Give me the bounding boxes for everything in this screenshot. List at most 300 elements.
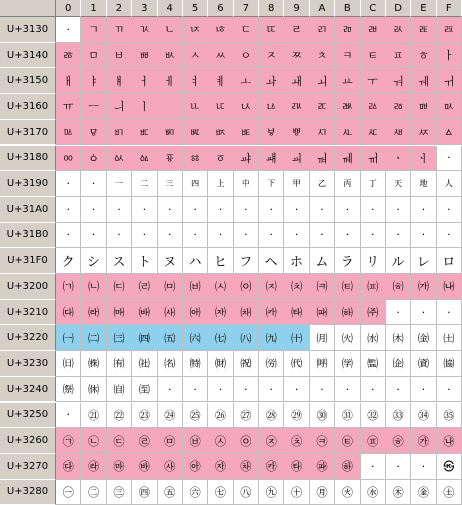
- glyph-cell: ·: [411, 197, 436, 223]
- glyph-cell: ·: [386, 454, 411, 480]
- glyph-cell: ㅁ: [81, 43, 106, 69]
- glyph-cell: ㈊: [310, 274, 335, 300]
- glyph-cell: ㉱: [81, 454, 106, 480]
- glyph-cell: ㉘: [259, 403, 284, 429]
- glyph-cell: ㉡: [81, 428, 106, 454]
- glyph-cell: ㅇ: [234, 43, 259, 69]
- glyph-cell: リ: [361, 248, 386, 274]
- glyph-cell: ㅑ: [81, 68, 106, 94]
- glyph-cell: ㉜: [361, 403, 386, 429]
- glyph-cell: ス: [107, 248, 132, 274]
- row-header: U+3140: [0, 43, 56, 69]
- glyph-cell: ㉲: [107, 454, 132, 480]
- glyph-cell: ㅷ: [234, 120, 259, 146]
- glyph-cell: レ: [411, 248, 436, 274]
- glyph-cell: ㈄: [158, 274, 183, 300]
- glyph-cell: ㊄: [158, 480, 183, 505]
- glyph-cell: ㅀ: [56, 43, 81, 69]
- glyph-cell: ㈛: [335, 300, 360, 326]
- row-header: U+3200: [0, 274, 56, 300]
- glyph-cell: ㄱ: [81, 17, 106, 43]
- row-header: U+3170: [0, 120, 56, 146]
- glyph-cell: ㉭: [386, 428, 411, 454]
- glyph-cell: ㉸: [259, 454, 284, 480]
- glyph-cell: ㄹ: [284, 17, 309, 43]
- glyph-cell: ㈎: [411, 274, 436, 300]
- glyph-cell: ·: [183, 223, 208, 249]
- glyph-cell: ㅛ: [335, 68, 360, 94]
- glyph-cell: ル: [386, 248, 411, 274]
- glyph-cell: ㅸ: [259, 120, 284, 146]
- glyph-cell: ㅕ: [183, 68, 208, 94]
- column-header: 9: [284, 0, 309, 17]
- glyph-cell: ㈔: [158, 300, 183, 326]
- glyph-cell: ㅩ: [284, 94, 309, 120]
- glyph-cell: ㅰ: [56, 120, 81, 146]
- glyph-cell: ㈫: [335, 325, 360, 351]
- glyph-cell: ㅈ: [259, 43, 284, 69]
- glyph-cell: ㆃ: [132, 146, 157, 172]
- glyph-cell: ·: [361, 197, 386, 223]
- glyph-cell: ㆅ: [183, 146, 208, 172]
- glyph-cell: ㈪: [310, 325, 335, 351]
- glyph-cell: ロ: [437, 248, 462, 274]
- glyph-cell: ·: [81, 223, 106, 249]
- glyph-cell: ㆜: [361, 171, 386, 197]
- glyph-cell: ㄲ: [107, 17, 132, 43]
- glyph-cell: ·: [361, 377, 386, 403]
- glyph-cell: ㈣: [132, 325, 157, 351]
- glyph-cell: ·: [56, 17, 81, 43]
- glyph-cell: ㅒ: [107, 68, 132, 94]
- glyph-cell: ㉕: [183, 403, 208, 429]
- glyph-cell: ㈽: [386, 351, 411, 377]
- glyph-cell: ヌ: [158, 248, 183, 274]
- glyph-cell: ㆄ: [158, 146, 183, 172]
- glyph-cell: ヒ: [208, 248, 233, 274]
- glyph-cell: ·: [437, 377, 462, 403]
- glyph-cell: ㉤: [158, 428, 183, 454]
- glyph-cell: ㉁: [81, 377, 106, 403]
- glyph-cell: ㈑: [81, 300, 106, 326]
- glyph-cell: ·: [183, 197, 208, 223]
- glyph-cell: ㉰: [56, 454, 81, 480]
- column-header: 0: [56, 0, 81, 17]
- glyph-cell: ㉒: [107, 403, 132, 429]
- glyph-cell: ㊇: [234, 480, 259, 505]
- glyph-cell: ·: [208, 223, 233, 249]
- glyph-cell: ㅝ: [386, 68, 411, 94]
- glyph-cell: ㅣ: [132, 94, 157, 120]
- row-header: U+3190: [0, 171, 56, 197]
- column-header: 6: [208, 0, 233, 17]
- glyph-cell: ㈨: [259, 325, 284, 351]
- glyph-cell: ㅄ: [158, 43, 183, 69]
- glyph-cell: ·: [411, 300, 436, 326]
- glyph-cell: ㈀: [56, 274, 81, 300]
- column-header: E: [411, 0, 436, 17]
- glyph-cell: ㄽ: [386, 17, 411, 43]
- glyph-cell: ·: [234, 223, 259, 249]
- glyph-cell: ㈧: [234, 325, 259, 351]
- glyph-cell: ㆙: [284, 171, 309, 197]
- glyph-cell: ·: [335, 377, 360, 403]
- glyph-cell: ㈲: [107, 351, 132, 377]
- glyph-cell: ㆁ: [81, 146, 106, 172]
- glyph-cell: ·: [132, 223, 157, 249]
- glyph-cell: ㆞: [411, 171, 436, 197]
- glyph-cell: ㅔ: [158, 68, 183, 94]
- glyph-cell: ·: [335, 223, 360, 249]
- column-header: D: [386, 0, 411, 17]
- glyph-cell: ㈯: [437, 325, 462, 351]
- glyph-cell: ㅌ: [361, 43, 386, 69]
- glyph-cell: ·: [107, 197, 132, 223]
- glyph-cell: ㅤ: [158, 94, 183, 120]
- glyph-cell: ㄴ: [158, 17, 183, 43]
- column-header: C: [361, 0, 386, 17]
- glyph-cell: ㈌: [361, 274, 386, 300]
- glyph-cell: シ: [81, 248, 106, 274]
- glyph-cell: ·: [234, 377, 259, 403]
- glyph-cell: ㉢: [107, 428, 132, 454]
- glyph-cell: ㊁: [81, 480, 106, 505]
- glyph-cell: ラ: [335, 248, 360, 274]
- glyph-cell: ·: [158, 377, 183, 403]
- glyph-cell: ㉓: [132, 403, 157, 429]
- glyph-cell: ㉚: [310, 403, 335, 429]
- glyph-cell: ㅧ: [234, 94, 259, 120]
- glyph-cell: ㅽ: [386, 120, 411, 146]
- column-header: 5: [183, 0, 208, 17]
- glyph-cell: ㄿ: [437, 17, 462, 43]
- glyph-cell: ㉔: [158, 403, 183, 429]
- glyph-cell: ㅬ: [361, 94, 386, 120]
- glyph-cell: ·: [361, 223, 386, 249]
- glyph-cell: ㅿ: [437, 120, 462, 146]
- glyph-cell: ㉥: [183, 428, 208, 454]
- glyph-cell: ㉴: [158, 454, 183, 480]
- column-header: A: [310, 0, 335, 17]
- glyph-cell: ㅂ: [107, 43, 132, 69]
- column-header: 7: [234, 0, 259, 17]
- glyph-cell: ト: [132, 248, 157, 274]
- glyph-cell: ㈾: [411, 351, 436, 377]
- glyph-cell: ㅙ: [284, 68, 309, 94]
- glyph-cell: ㆀ: [56, 146, 81, 172]
- glyph-cell: ㈉: [284, 274, 309, 300]
- grid-corner: [0, 0, 56, 17]
- row-header: U+3280: [0, 480, 56, 505]
- glyph-cell: ㄷ: [234, 17, 259, 43]
- glyph-cell: ㅾ: [411, 120, 436, 146]
- glyph-cell: ㅵ: [183, 120, 208, 146]
- column-header: 1: [81, 0, 106, 17]
- row-header: U+3250: [0, 403, 56, 429]
- glyph-cell: ㉿: [437, 454, 462, 480]
- glyph-cell: ㆈ: [259, 146, 284, 172]
- glyph-cell: ㈙: [284, 300, 309, 326]
- glyph-cell: ム: [310, 248, 335, 274]
- glyph-cell: ㉣: [132, 428, 157, 454]
- glyph-cell: ㉳: [132, 454, 157, 480]
- glyph-cell: ㅥ: [183, 94, 208, 120]
- glyph-cell: ·: [81, 171, 106, 197]
- glyph-cell: ㆂ: [107, 146, 132, 172]
- glyph-cell: ·: [437, 300, 462, 326]
- glyph-cell: ㈻: [335, 351, 360, 377]
- glyph-cell: ㈡: [81, 325, 106, 351]
- glyph-cell: ·: [335, 197, 360, 223]
- glyph-cell: ㆖: [208, 171, 233, 197]
- glyph-cell: ㆋ: [335, 146, 360, 172]
- glyph-cell: ·: [437, 197, 462, 223]
- glyph-cell: ·: [259, 377, 284, 403]
- glyph-cell: ㈍: [386, 274, 411, 300]
- row-header: U+3210: [0, 300, 56, 326]
- glyph-cell: ㄾ: [411, 17, 436, 43]
- glyph-cell: ㉞: [411, 403, 436, 429]
- glyph-cell: ㈩: [284, 325, 309, 351]
- glyph-cell: ㉃: [132, 377, 157, 403]
- glyph-cell: ㅪ: [310, 94, 335, 120]
- glyph-cell: ·: [386, 223, 411, 249]
- glyph-cell: ㉹: [284, 454, 309, 480]
- glyph-cell: ㈜: [361, 300, 386, 326]
- glyph-cell: ㄳ: [132, 17, 157, 43]
- glyph-cell: ㉻: [335, 454, 360, 480]
- glyph-cell: ㈰: [56, 351, 81, 377]
- glyph-cell: ㅨ: [259, 94, 284, 120]
- glyph-cell: ㈳: [132, 351, 157, 377]
- glyph-cell: ·: [56, 171, 81, 197]
- glyph-cell: ㅶ: [208, 120, 233, 146]
- glyph-cell: ㉧: [234, 428, 259, 454]
- glyph-cell: ㈈: [259, 274, 284, 300]
- glyph-cell: ㅃ: [132, 43, 157, 69]
- glyph-cell: ㆓: [132, 171, 157, 197]
- glyph-cell: ·: [81, 197, 106, 223]
- glyph-cell: ·: [107, 223, 132, 249]
- glyph-cell: ㈆: [208, 274, 233, 300]
- glyph-cell: ㉵: [183, 454, 208, 480]
- glyph-cell: ㅓ: [132, 68, 157, 94]
- glyph-cell: ㅘ: [259, 68, 284, 94]
- glyph-cell: ㊉: [284, 480, 309, 505]
- glyph-cell: ㊀: [56, 480, 81, 505]
- glyph-cell: ㉀: [56, 377, 81, 403]
- glyph-cell: ㅗ: [234, 68, 259, 94]
- row-header: U+3260: [0, 428, 56, 454]
- glyph-cell: ㅊ: [310, 43, 335, 69]
- glyph-cell: ·: [234, 197, 259, 223]
- glyph-cell: ·: [284, 377, 309, 403]
- glyph-cell: ㉫: [335, 428, 360, 454]
- glyph-cell: ㉗: [234, 403, 259, 429]
- column-header: B: [335, 0, 360, 17]
- glyph-cell: ㈦: [208, 325, 233, 351]
- glyph-cell: ㊂: [107, 480, 132, 505]
- glyph-cell: ㅆ: [208, 43, 233, 69]
- row-header: U+3160: [0, 94, 56, 120]
- glyph-cell: ㆇ: [234, 146, 259, 172]
- glyph-cell: ㈖: [208, 300, 233, 326]
- glyph-cell: ホ: [284, 248, 309, 274]
- glyph-cell: ·: [284, 197, 309, 223]
- row-header: U+3240: [0, 377, 56, 403]
- glyph-cell: ㈬: [361, 325, 386, 351]
- glyph-cell: ㅏ: [437, 43, 462, 69]
- glyph-cell: ㅋ: [335, 43, 360, 69]
- glyph-cell: ㉺: [310, 454, 335, 480]
- glyph-cell: ㈐: [56, 300, 81, 326]
- glyph-cell: ·: [310, 197, 335, 223]
- glyph-cell: ㅭ: [386, 94, 411, 120]
- glyph-cell: ·: [183, 377, 208, 403]
- row-header: U+3130: [0, 17, 56, 43]
- glyph-cell: ㈠: [56, 325, 81, 351]
- glyph-cell: ㅜ: [361, 68, 386, 94]
- glyph-cell: ㅉ: [284, 43, 309, 69]
- glyph-cell: ·: [158, 197, 183, 223]
- glyph-cell: ㉟: [437, 403, 462, 429]
- glyph-cell: ㅡ: [81, 94, 106, 120]
- glyph-cell: ㄵ: [183, 17, 208, 43]
- row-header: U+3270: [0, 454, 56, 480]
- glyph-cell: ㈮: [411, 325, 436, 351]
- glyph-cell: ㈃: [132, 274, 157, 300]
- glyph-cell: ㈼: [361, 351, 386, 377]
- glyph-cell: ㅯ: [437, 94, 462, 120]
- glyph-cell: ㄼ: [361, 17, 386, 43]
- glyph-cell: ㈭: [386, 325, 411, 351]
- glyph-cell: ·: [259, 223, 284, 249]
- glyph-cell: ㈗: [234, 300, 259, 326]
- row-header: U+31B0: [0, 223, 56, 249]
- row-header: U+3180: [0, 146, 56, 172]
- glyph-cell: ㉦: [208, 428, 233, 454]
- glyph-cell: ㉯: [437, 428, 462, 454]
- glyph-cell: ·: [437, 223, 462, 249]
- glyph-cell: ·: [158, 223, 183, 249]
- glyph-cell: ㆕: [183, 171, 208, 197]
- glyph-cell: ㈢: [107, 325, 132, 351]
- glyph-cell: ·: [56, 197, 81, 223]
- glyph-cell: ㉂: [107, 377, 132, 403]
- glyph-cell: ㅮ: [411, 94, 436, 120]
- glyph-cell: ㈘: [259, 300, 284, 326]
- glyph-cell: ㅳ: [132, 120, 157, 146]
- glyph-cell: ㉛: [335, 403, 360, 429]
- glyph-cell: ㈸: [259, 351, 284, 377]
- glyph-cell: ㈺: [310, 351, 335, 377]
- row-header: U+31A0: [0, 197, 56, 223]
- column-header: 3: [132, 0, 157, 17]
- glyph-cell: ㊎: [411, 480, 436, 505]
- glyph-cell: ㆆ: [208, 146, 233, 172]
- glyph-cell: ㆒: [107, 171, 132, 197]
- glyph-cell: ㈵: [183, 351, 208, 377]
- glyph-cell: ヘ: [259, 248, 284, 274]
- glyph-cell: ㅅ: [183, 43, 208, 69]
- glyph-cell: ㆚: [310, 171, 335, 197]
- glyph-cell: ㄸ: [259, 17, 284, 43]
- glyph-cell: ·: [361, 454, 386, 480]
- glyph-cell: ·: [132, 197, 157, 223]
- glyph-cell: ㈶: [208, 351, 233, 377]
- glyph-cell: ㈿: [437, 351, 462, 377]
- glyph-cell: ㆝: [386, 171, 411, 197]
- glyph-cell: ㉷: [234, 454, 259, 480]
- glyph-cell: ク: [56, 248, 81, 274]
- row-header: U+3230: [0, 351, 56, 377]
- glyph-cell: ·: [208, 197, 233, 223]
- glyph-cell: ㅐ: [56, 68, 81, 94]
- glyph-cell: ㈷: [234, 351, 259, 377]
- glyph-cell: ㅟ: [437, 68, 462, 94]
- glyph-cell: ㅺ: [310, 120, 335, 146]
- glyph-cell: ㊈: [259, 480, 284, 505]
- glyph-cell: ㅱ: [81, 120, 106, 146]
- glyph-cell: ㅞ: [411, 68, 436, 94]
- glyph-cell: ㅼ: [361, 120, 386, 146]
- glyph-cell: ·: [386, 197, 411, 223]
- glyph-cell: ㆊ: [310, 146, 335, 172]
- glyph-cell: ㉠: [56, 428, 81, 454]
- glyph-cell: ·: [411, 454, 436, 480]
- glyph-cell: ㈴: [158, 351, 183, 377]
- glyph-cell: ㈓: [132, 300, 157, 326]
- glyph-cell: ·: [437, 146, 462, 172]
- glyph-cell: ハ: [183, 248, 208, 274]
- glyph-cell: ㅲ: [107, 120, 132, 146]
- glyph-cell: ㈕: [183, 300, 208, 326]
- glyph-cell: ㆗: [234, 171, 259, 197]
- glyph-cell: ㆛: [335, 171, 360, 197]
- glyph-cell: ㊊: [310, 480, 335, 505]
- glyph-cell: ㉝: [386, 403, 411, 429]
- column-header: F: [437, 0, 462, 17]
- glyph-cell: ·: [284, 223, 309, 249]
- glyph-cell: ㆉ: [284, 146, 309, 172]
- glyph-cell: ㄶ: [208, 17, 233, 43]
- glyph-cell: ㅍ: [386, 43, 411, 69]
- glyph-cell: ㈚: [310, 300, 335, 326]
- glyph-cell: ㉨: [259, 428, 284, 454]
- glyph-cell: ㅠ: [56, 94, 81, 120]
- glyph-cell: ·: [411, 377, 436, 403]
- glyph-cell: ㉖: [208, 403, 233, 429]
- glyph-cell: ㈒: [107, 300, 132, 326]
- glyph-cell: ㈁: [81, 274, 106, 300]
- row-header: U+3150: [0, 68, 56, 94]
- glyph-cell: ㉮: [411, 428, 436, 454]
- glyph-cell: ㆔: [158, 171, 183, 197]
- glyph-cell: ㊏: [437, 480, 462, 505]
- glyph-cell: ·: [259, 197, 284, 223]
- glyph-cell: ·: [310, 377, 335, 403]
- glyph-cell: ㊅: [183, 480, 208, 505]
- glyph-cell: ㆌ: [361, 146, 386, 172]
- column-header: 8: [259, 0, 284, 17]
- glyph-cell: ㆍ: [386, 146, 411, 172]
- glyph-cell: ㉶: [208, 454, 233, 480]
- glyph-cell: ㅎ: [411, 43, 436, 69]
- column-header: 2: [107, 0, 132, 17]
- glyph-cell: ㈏: [437, 274, 462, 300]
- glyph-cell: ·: [56, 403, 81, 429]
- glyph-cell: ㊋: [335, 480, 360, 505]
